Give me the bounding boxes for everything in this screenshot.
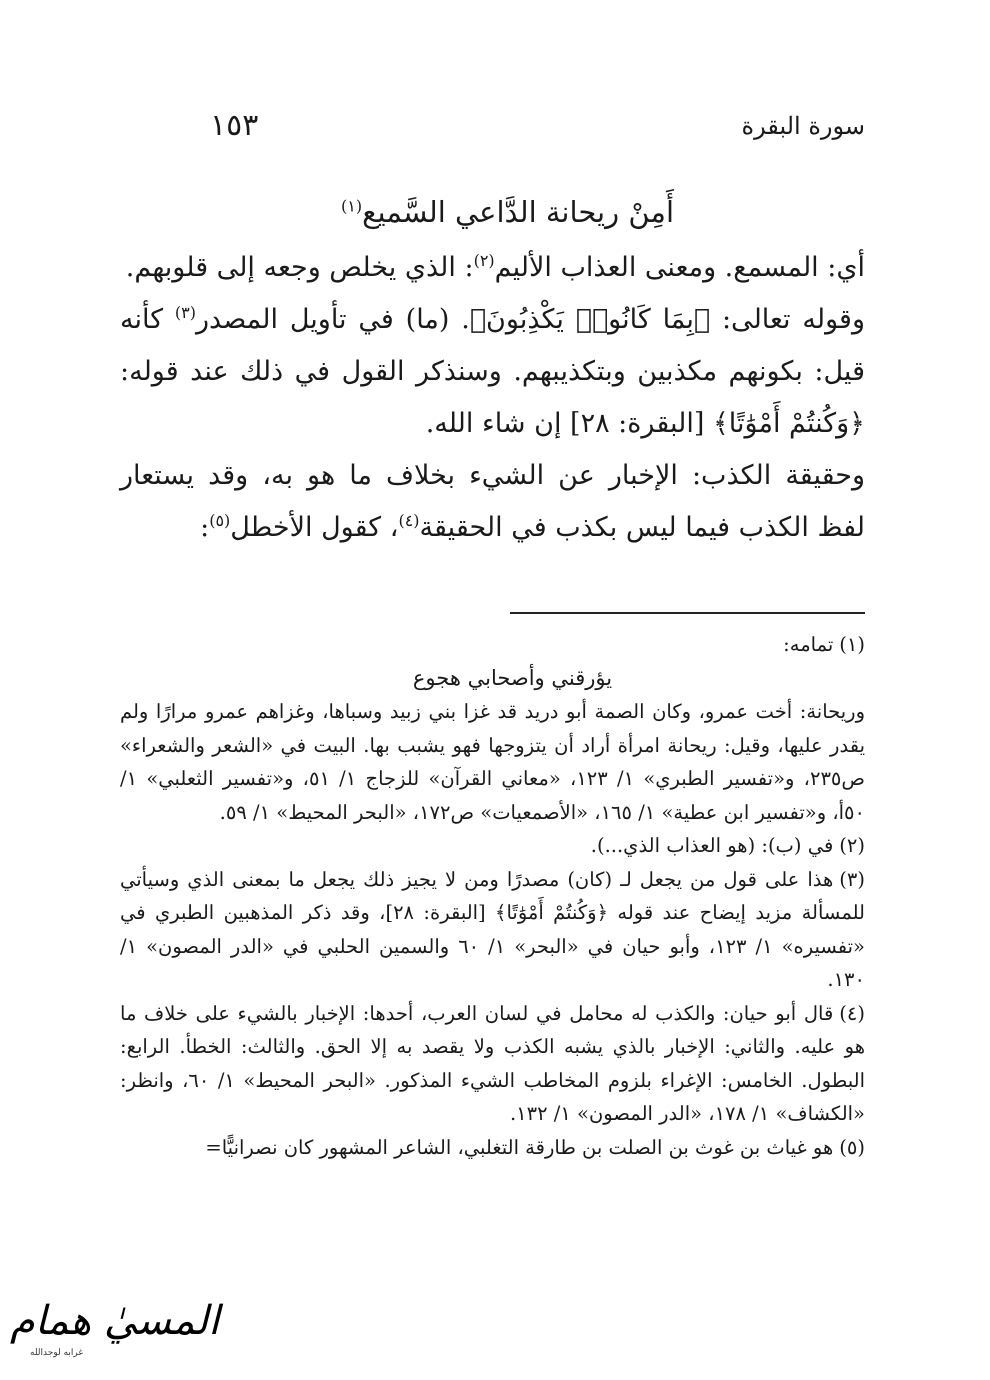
footnote-ref-5: (٥) — [209, 511, 231, 530]
footnote-4-number: (٤) — [839, 1001, 865, 1025]
footnotes — [120, 628, 865, 1164]
footnote-1-head — [120, 628, 865, 662]
footnote-1-number: (١) — [839, 633, 865, 656]
footnote-ref-2: (٢) — [473, 251, 495, 270]
footnote-4 — [120, 997, 865, 1131]
footnote-3-number: (٣) — [839, 867, 865, 891]
footnote-1-poem: يؤرقني وأصحابي هجوع — [412, 665, 613, 690]
paragraph-3-text-b: ، كقول الأخطل — [230, 512, 399, 543]
logo-tagline: غرابه لوجدالله — [30, 1348, 84, 1358]
footnote-1-body: وريحانة: أخت عمرو، وكان الصمة أبو دريد قد غزا بني زبيد وسباها، وغزاهم عمرو مرارًا ولم يقدر عليها، وقيل: ريحانة امرأة أراد أن يتزوجها فهو يشبب بها. البيت في «الشعر والشعراء» ص٢٣٥، و«تفسير الطبري» ١/ ١٢٣، «معاني القرآن» للزجاج ١/ ٥١، و«تفسير الثعلبي» ١/ ٥٠أ، و«تفسير ابن عطية» ١/ ١٦٥، «الأصمعيات» ص١٧٢، «البحر المحيط» ١/ ٥٩. — [120, 700, 865, 824]
paragraph-2 — [120, 294, 865, 450]
footnote-3-text: هذا على قول من يجعل لـ (كان) مصدرًا ومن لا يجيز ذلك يجعل ما بمعنى الذي وسيأتي للمسألة مزيد إيضاح عند قوله ﴿وَكُنتُمْ أَمْوَٰتًا﴾ [البقرة: ٢٨]، وقد ذكر المذهبين الطبري في «تفسيره» ١/ ١٢٣، وأبو حيان في «البحر» ١/ ٦٠ والسمين الحلبي في «الدر المصون» ١/ ١٣٠. — [120, 867, 865, 991]
paragraph-3 — [120, 450, 865, 554]
verse-line — [120, 186, 865, 238]
paragraph-2-text-a: وقوله تعالى: ﴿بِمَا كَانُوا۟ يَكْذِبُونَ﴾. (ما) في تأويل المصدر — [196, 304, 865, 335]
verse-text: أَمِنْ ريحانة الدَّاعي السَّميع — [362, 195, 675, 229]
page-number: ١٥٣ — [210, 108, 259, 143]
paragraph-1 — [120, 242, 865, 294]
footnote-2-number: (٢) — [839, 834, 865, 857]
surah-title: سورة البقرة — [741, 112, 865, 140]
footnote-2 — [120, 829, 865, 863]
footnote-2-text: في (ب): (هو العذاب الذي...). — [590, 834, 834, 857]
paragraph-3-text-a: وحقيقة الكذب: الإخبار عن الشيء بخلاف ما هو به، وقد يستعار لفظ الكذب فيما ليس بكذب في الحقيقة — [120, 460, 865, 543]
publisher-logo — [10, 1298, 220, 1368]
page-header — [120, 108, 865, 152]
paragraph-1-text-a: أي: المسمع. ومعنى العذاب الأليم — [494, 252, 865, 283]
main-text — [120, 186, 865, 554]
footnote-ref-4: (٤) — [398, 511, 420, 530]
footnote-4-text: قال أبو حيان: والكذب له محامل في لسان العرب، أحدها: الإخبار بالشيء على خلاف ما هو عليه. والثاني: الإخبار بالذي يشبه الكذب ولا يقصد به إلا الحق. والثالث: الخطأ. الرابع: البطول. الخامس: الإغراء بلزوم المخاطب الشيء المذكور. «البحر المحيط» ١/ ٦٠، وانظر: «الكشاف» ١/ ١٧٨، «الدر المصون» ١/ ١٣٢. — [120, 1001, 865, 1125]
paragraph-1-text-b: : الذي يخلص وجعه إلى قلوبهم. — [125, 252, 474, 283]
footnote-5 — [120, 1131, 865, 1165]
footnote-5-number: (٥) — [839, 1135, 865, 1159]
footnote-3 — [120, 863, 865, 997]
footnote-5-text: هو غياث بن غوث بن الصلت بن طارقة التغلبي، الشاعر المشهور كان نصرانيًّا= — [205, 1135, 834, 1159]
footnote-ref-3: (٣) — [174, 303, 197, 322]
footnote-separator — [510, 612, 865, 614]
paragraph-3-text-c: : — [200, 512, 210, 543]
footnote-1-heading: تمامه: — [783, 633, 834, 656]
paragraph-2-text-b: كأنه قيل: بكونهم مكذبين وبتكذيبهم. وسنذكر القول في ذلك عند قوله: ﴿وَكُنتُمْ أَمْوَٰتًا﴾ [البقرة: ٢٨] إن شاء الله. — [120, 304, 865, 439]
logo-script: المسيٰ همام — [10, 1298, 220, 1344]
footnote-ref-1: (١) — [340, 196, 363, 216]
